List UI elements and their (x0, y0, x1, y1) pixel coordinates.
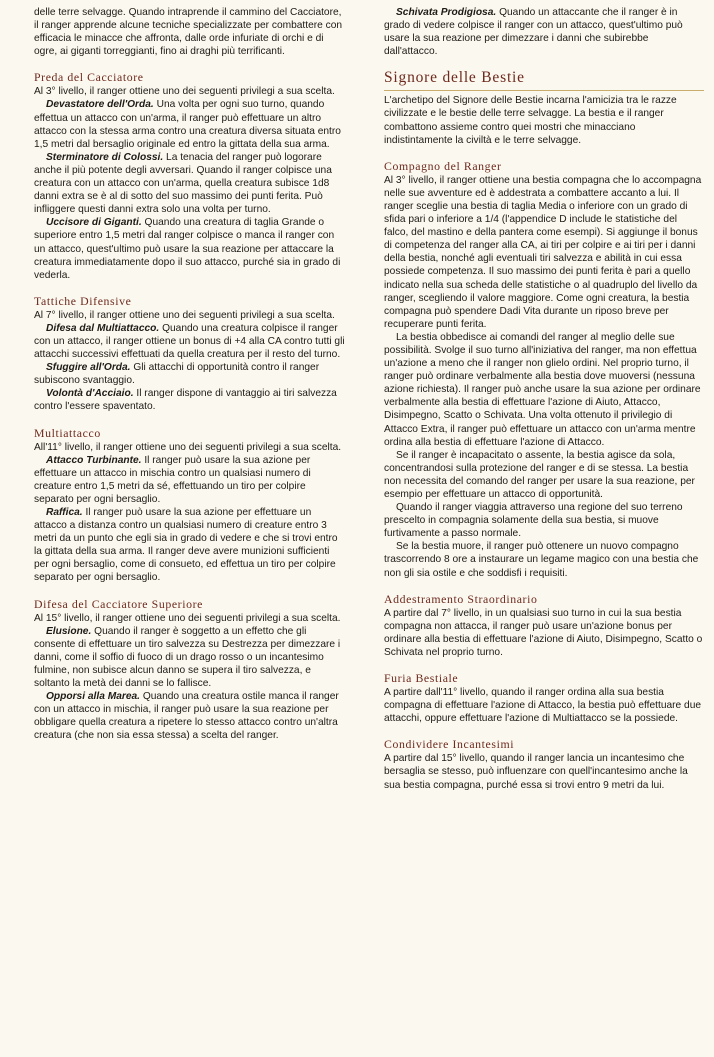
feature-title: Raffica. (46, 507, 83, 518)
section-intro: Al 15° livello, il ranger ottiene uno dei seguenti privilegi a sua scelta. (34, 612, 341, 624)
right-column (384, 6, 704, 792)
heading-multiattacco: Multiattacco (34, 425, 101, 440)
feature-title: Uccisore di Giganti. (46, 217, 142, 229)
section-intro: Al 3° livello, il ranger ottiene uno dei seguenti privilegi a sua scelta. (34, 86, 335, 98)
heading-difesa-cacciatore-superiore: Difesa del Cacciatore Superiore (34, 596, 203, 611)
feature-text: Quando un attaccante che il ranger è in grado di vedere colpisce il ranger con un attacco, quest'ultimo può usare la sua reazione per dimezzare i danni che subirebbe dall'attacco. (384, 7, 683, 58)
feature-title: Sterminatore di Colossi. (46, 151, 164, 163)
heading-preda-del-cacciatore: Preda del Cacciatore (34, 70, 144, 85)
body-paragraph: A partire dall'11° livello, quando il ranger ordina alla sua bestia compagna di effettuare l'azione di Attacco, la bestia può effettuare due attacchi, oppure effettuare l'azione di Multiattacco se la possiede. (384, 687, 702, 725)
left-column (34, 6, 346, 743)
feature-text: Quando una creatura colpisce il ranger con un attacco, il ranger ottiene un bonus di +4 alla CA contro tutti gli attacchi successivi effettuati da quella creatura per il resto del turno. (34, 322, 345, 361)
feature-paragraph (34, 98, 346, 150)
body-paragraph: Se la bestia muore, il ranger può ottenere un nuovo compagno trascorrendo 8 ore a instaurare un legame magico con una bestia che non gli sia ostile e che soddisfi i requisiti. (384, 541, 699, 579)
feature-text: Quando il ranger è soggetto a un effetto che gli consente di effettuare un tiro salvezza su Destrezza per dimezzare i danni, come il soffio di fuoco di un drago rosso o un incantesimo fulmine, non subisce alcun danno se supera il tiro salvezza, e soltanto la metà dei danni se lo fallisce. (34, 625, 341, 690)
feature-text: Una volta per ogni suo turno, quando effettua un attacco con un'arma, il ranger può effettuare un altro attacco con la stessa arma contro una creatura diversa situata entro 1,5 metri dal bersaglio originale ed entro la gittata della sua arma. (34, 99, 341, 150)
feature-paragraph (384, 6, 704, 58)
feature-paragraph (34, 506, 346, 585)
body-paragraph: Quando il ranger viaggia attraverso una regione del suo terreno prescelto in compagnia solamente della sua bestia, si muove furtivamente a passo normale. (384, 502, 683, 540)
section-intro: All'11° livello, il ranger ottiene uno dei seguenti privilegi a sua scelta. (34, 441, 342, 453)
body-paragraph: La bestia obbedisce ai comandi del ranger al meglio delle sue possibilità. Svolge il suo turno all'iniziativa del ranger, ma non effettua un'azione a meno che il ranger non glielo ordini. Nel proprio turno, il ranger può ordinare verbalmente alla bestia dove muoversi (nessuna azione richiesta). Il ranger può anche usare la sua azione per ordinare verbalmente alla bestia di effettuare l'azione di Aiuto, Attacco, Disimpegno, Scatto o Schivata. Una volta ottenuto il privilegio di Attacco Extra, il ranger può effettuare un attacco con un'arma mentre ordina alla bestia di effettuare l'azione di Attacco. (384, 331, 701, 448)
feature-paragraph (34, 322, 346, 361)
heading-compagno-del-ranger: Compagno del Ranger (384, 158, 502, 173)
feature-paragraph (34, 454, 346, 506)
intro-paragraph: delle terre selvagge. Quando intraprende il cammino del Cacciatore, il ranger apprende alcune tecniche specializzate per combattere con efficacia le minacce che affronta, dalle orde infuriate di orchi e di ogre, ai giganti torreggianti, fino ai draghi più terrificanti. (34, 7, 343, 58)
feature-paragraph (34, 387, 346, 413)
feature-text: Il ranger dispone di vantaggio ai tiri salvezza contro l'essere spaventato. (34, 388, 337, 413)
heading-addestramento-straordinario: Addestramento Straordinario (384, 591, 538, 606)
feature-title: Opporsi alla Marea. (46, 691, 140, 703)
heading-condividere-incantesimi: Condividere Incantesimi (384, 737, 515, 752)
feature-text: Il ranger può usare la sua azione per effettuare un attacco a distanza contro un qualsiasi numero di creature entro 3 metri da un punto che egli sia in grado di vedere e che si trovi entro la gittata della sua arma. Il ranger deve avere munizioni sufficienti per ogni bersaglio, come di consueto, ed effettua un tiro per colpire separato per ogni bersaglio. (34, 507, 338, 584)
feature-title: Attacco Turbinante. (46, 454, 142, 466)
body-paragraph: A partire dal 7° livello, in un qualsiasi suo turno in cui la sua bestia compagna non attacca, il ranger può usare un'azione bonus per ordinare alla bestia di effettuare l'azione di Aiuto, Disimpegno, Scatto o Schivata nel proprio turno. (384, 607, 703, 658)
feature-paragraph (34, 690, 346, 742)
body-paragraph: Al 3° livello, il ranger ottiene una bestia compagna che lo accompagna nelle sue avventure ed è addestrata a combattere accanto a lui. Il ranger sceglie una bestia di taglia Media o inferiore con un grado di sfida pari o inferiore a 1/4 (l'appendice D include le statistiche del falco, del mastino e della pantera come esempi). Si aggiunge il bonus di competenza del ranger alla CA, ai tiri per colpire e ai tiri per i danni della bestia, nonché agli eventuali tiri salvezza e abilità in cui essa possiede competenza. Il suo massimo dei punti ferita è pari a quello indicato nella sua scheda delle statistiche o al quadruplo del livello da ranger, scegliendo il valore maggiore. Come ogni creatura, la bestia compagna può spendere Dadi Vita durante un riposo breve per recuperare punti ferita. (384, 174, 702, 330)
feature-title: Elusione. (46, 625, 92, 637)
feature-title: Sfuggire all'Orda. (46, 362, 131, 374)
feature-title: Schivata Prodigiosa. (396, 7, 497, 18)
feature-text: Il ranger può usare la sua azione per effettuare un attacco in mischia contro un qualsiasi numero di creature entro 1,5 metri da sé, effettuando un tiro per colpire separato per ogni bersaglio. (34, 454, 311, 505)
feature-paragraph (34, 625, 346, 690)
feature-title: Devastatore dell'Orda. (46, 99, 154, 111)
feature-text: La tenacia del ranger può logorare anche il più potente degli avversari. Quando il ranger colpisce una creatura con un attacco con un'arma, quella creatura subisce 1d8 danni extra se è al di sotto del suo massimo dei punti ferita. Può infliggere questi danni extra solo una volta per turno. (34, 151, 332, 216)
section-intro: L'archetipo del Signore delle Bestie incarna l'amicizia tra le razze civilizzate e le bestie delle terre selvagge. La bestia e il ranger combattono assieme contro quei mostri che minacciano indistintamente la civiltà e le terre selvagge. (384, 95, 677, 146)
feature-title: Difesa dal Multiattacco. (46, 322, 160, 334)
heading-tattiche-difensive: Tattiche Difensive (34, 293, 132, 308)
section-intro: Al 7° livello, il ranger ottiene uno dei seguenti privilegi a sua scelta. (34, 309, 335, 321)
feature-title: Volontà d'Acciaio. (46, 388, 134, 400)
heading-furia-bestiale: Furia Bestiale (384, 671, 459, 686)
feature-paragraph (34, 151, 346, 216)
body-paragraph: A partire dal 15° livello, quando il ranger lancia un incantesimo che bersaglia se stesso, può influenzare con quell'incantesimo anche la sua bestia compagna, purché essa si trovi entro 9 metri da lui. (384, 753, 688, 791)
feature-text: Quando una creatura ostile manca il ranger con un attacco in mischia, il ranger può usare la sua reazione per obbligare quella creatura a ripetere lo stesso attacco contro un'altra creatura (che non sia essa stessa) a scelta del ranger. (34, 691, 339, 742)
feature-paragraph (34, 361, 346, 387)
feature-paragraph (34, 216, 346, 281)
body-paragraph: Se il ranger è incapacitato o assente, la bestia agisce da sola, concentrandosi sulla protezione del ranger e di se stessa. La bestia non necessita del comando del ranger per usare la sua reazione, per esempio per effettuare un attacco di opportunità. (384, 449, 695, 500)
feature-text: Quando una creatura di taglia Grande o superiore entro 1,5 metri dal ranger colpisce o manca il ranger con un attacco, quest'ultimo può usare la sua reazione per attaccare la creatura immediatamente dopo il suo attacco, purché sia in grado di vederla. (34, 217, 341, 281)
feature-text: Gli attacchi di opportunità contro il ranger subiscono svantaggio. (34, 362, 320, 387)
heading-signore-delle-bestie: Signore delle Bestie (384, 69, 704, 91)
